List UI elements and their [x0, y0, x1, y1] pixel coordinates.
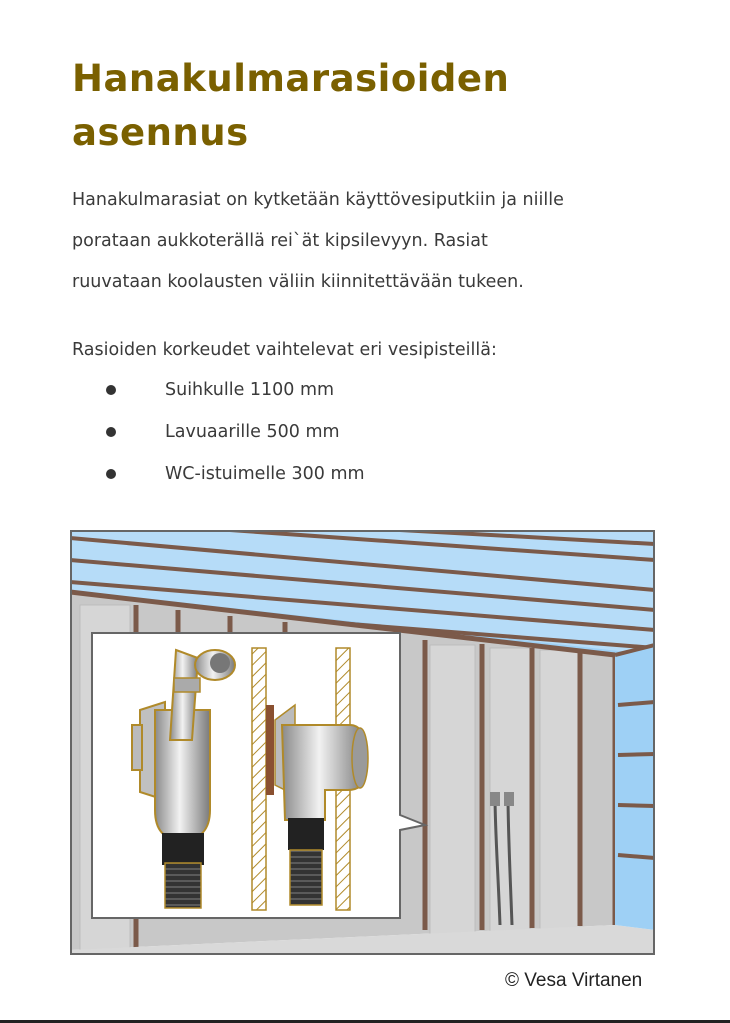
- heights-list: [0, 370, 730, 496]
- list-item-label: Suihkulle 1100 mm: [165, 380, 335, 400]
- paragraph-line-1: Hanakulmarasiat on kytketään käyttövesiputkiin ja niille: [72, 190, 564, 210]
- list-item-label: Lavuaarille 500 mm: [165, 422, 340, 442]
- title-line-2: asennus: [72, 111, 249, 154]
- list-item: [0, 370, 730, 412]
- wall-installation-illustration: [70, 530, 655, 955]
- copyright-credit: © Vesa Virtanen: [505, 970, 643, 991]
- paragraph-line-3: ruuvataan koolausten väliin kiinnitettävään tukeen.: [72, 272, 524, 292]
- bullet-icon: [106, 385, 116, 395]
- page-title: [72, 52, 672, 160]
- side-wall: [615, 645, 655, 930]
- heights-intro: Rasioiden korkeudet vaihtelevat eri vesipisteillä:: [72, 340, 497, 360]
- paragraph-line-2: porataan aukkoterällä rei`ät kipsilevyyn. Rasiat: [72, 231, 488, 251]
- bullet-icon: [106, 469, 116, 479]
- list-item-label: WC-istuimelle 300 mm: [165, 464, 365, 484]
- list-item: [0, 454, 730, 496]
- title-line-1: Hanakulmarasioiden: [72, 57, 510, 100]
- bullet-icon: [106, 427, 116, 437]
- list-item: [0, 412, 730, 454]
- intro-paragraph: [72, 180, 712, 303]
